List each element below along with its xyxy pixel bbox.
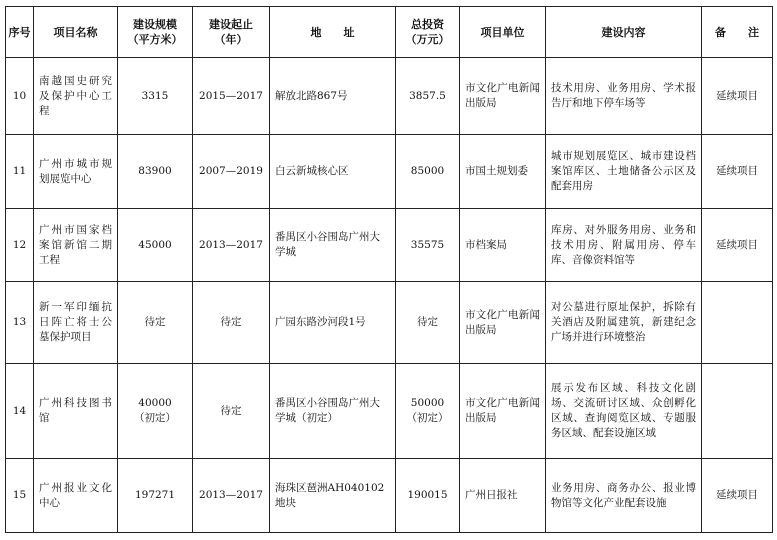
header-unit: 项目单位 — [460, 7, 546, 58]
cell-scale — [118, 364, 193, 459]
cell-note: 延续项目 — [702, 58, 773, 135]
cell-period: 待定 — [193, 282, 270, 364]
cell-period: 2013—2017 — [193, 209, 270, 282]
table-row — [6, 459, 773, 533]
cell-investment — [396, 364, 460, 459]
cell-name: 广州市城市规划展览中心 — [34, 135, 118, 209]
cell-scale — [118, 209, 193, 282]
header-seq: 序号 — [6, 7, 34, 58]
cell-scale-value: 83900 — [138, 165, 172, 177]
cell-scale-value: 40000 — [138, 397, 172, 409]
cell-address: 解放北路867号 — [270, 58, 396, 135]
cell-content: 技术用房、业务用房、学术报告厅和地下停车场等 — [546, 58, 702, 135]
cell-address: 番禺区小谷围岛广州大学城 — [270, 209, 396, 282]
header-period-line1: 建设起止 — [209, 18, 253, 31]
cell-unit: 市文化广电新闻出版局 — [460, 282, 546, 364]
cell-period: 2015—2017 — [193, 58, 270, 135]
cell-address: 番禺区小谷围岛广州大学城（初定） — [270, 364, 396, 459]
cell-investment-note: （初定） — [406, 412, 449, 424]
cell-content: 展示发布区域、科技文化剧场、交流研讨区域、众创孵化区域、查询阅览区域、专题服务区域、配套设施区域 — [546, 364, 702, 459]
cell-unit: 市文化广电新闻出版局 — [460, 364, 546, 459]
header-investment-line1: 总投资 — [411, 18, 444, 31]
cell-name: 南越国史研究及保护中心工程 — [34, 58, 118, 135]
cell-seq: 12 — [6, 209, 34, 282]
cell-investment — [396, 282, 460, 364]
header-scale-line2: （平方米） — [127, 33, 183, 46]
header-address: 地 址 — [270, 7, 396, 58]
table-header — [6, 7, 773, 58]
cell-seq: 10 — [6, 58, 34, 135]
cell-address: 广园东路沙河段1号 — [270, 282, 396, 364]
cell-unit: 市档案局 — [460, 209, 546, 282]
cell-seq: 13 — [6, 282, 34, 364]
cell-seq: 15 — [6, 459, 34, 533]
cell-investment-value: 50000 — [410, 397, 445, 409]
header-period — [193, 7, 270, 58]
header-note: 备 注 — [702, 7, 773, 58]
cell-scale-value: 待定 — [144, 316, 166, 328]
header-name: 项目名称 — [34, 7, 118, 58]
table-row — [6, 282, 773, 364]
cell-investment-value: 35575 — [410, 238, 445, 251]
cell-note: 延续项目 — [702, 209, 773, 282]
cell-content: 对公墓进行原址保护，拆除有关酒店及附属建筑，新建纪念广场并进行环境整治 — [546, 282, 702, 364]
cell-period: 2007—2019 — [193, 135, 270, 209]
project-table — [5, 6, 773, 533]
cell-seq: 11 — [6, 135, 34, 209]
cell-content: 库房、对外服务用房、业务和技术用房、附属用房、停车库、音像资料馆等 — [546, 209, 702, 282]
cell-content: 业务用房、商务办公、报业博物馆等文化产业配套设施 — [546, 459, 702, 533]
cell-note: 延续项目 — [702, 135, 773, 209]
cell-scale-value: 45000 — [138, 238, 172, 251]
cell-scale — [118, 58, 193, 135]
cell-content: 城市规划展览区、城市建设档案馆库区、土地储备公示区及配套用房 — [546, 135, 702, 209]
cell-investment — [396, 459, 460, 533]
cell-investment — [396, 209, 460, 282]
cell-name: 广州科技图书馆 — [34, 364, 118, 459]
table-row — [6, 58, 773, 135]
header-scale — [118, 7, 193, 58]
cell-unit: 市国土规划委 — [460, 135, 546, 209]
cell-scale-value: 197271 — [134, 489, 176, 501]
cell-period: 2013—2017 — [193, 459, 270, 533]
cell-scale — [118, 135, 193, 209]
header-scale-line1: 建设规模 — [133, 18, 177, 31]
cell-period: 待定 — [193, 364, 270, 459]
cell-investment-value: 85000 — [410, 165, 445, 177]
cell-unit: 市文化广电新闻出版局 — [460, 58, 546, 135]
header-investment — [396, 7, 460, 58]
cell-scale-value: 3315 — [141, 89, 169, 102]
cell-investment — [396, 135, 460, 209]
cell-scale — [118, 282, 193, 364]
cell-note — [702, 364, 773, 459]
cell-unit: 广州日报社 — [460, 459, 546, 533]
table-row — [6, 135, 773, 209]
cell-address: 白云新城核心区 — [270, 135, 396, 209]
header-investment-line2: （万元） — [405, 33, 450, 46]
cell-investment-value: 190015 — [407, 489, 448, 501]
cell-note — [702, 282, 773, 364]
header-period-line2: （年） — [214, 33, 248, 46]
header-content: 建设内容 — [546, 7, 702, 58]
cell-name: 新一军印缅抗日阵亡将士公墓保护项目 — [34, 282, 118, 364]
cell-scale — [118, 459, 193, 533]
table-row — [6, 209, 773, 282]
cell-investment-value: 3857.5 — [409, 89, 446, 102]
cell-address: 海珠区琶洲AH040102地块 — [270, 459, 396, 533]
table-body — [6, 58, 773, 533]
cell-name: 广州报业文化中心 — [34, 459, 118, 533]
cell-name: 广州市国家档案馆新馆二期工程 — [34, 209, 118, 282]
cell-investment — [396, 58, 460, 135]
cell-note: 延续项目 — [702, 459, 773, 533]
cell-seq: 14 — [6, 364, 34, 459]
cell-scale-note: （初定） — [134, 412, 176, 424]
project-table-page — [5, 6, 773, 533]
cell-investment-value: 待定 — [417, 316, 438, 328]
table-row — [6, 364, 773, 459]
